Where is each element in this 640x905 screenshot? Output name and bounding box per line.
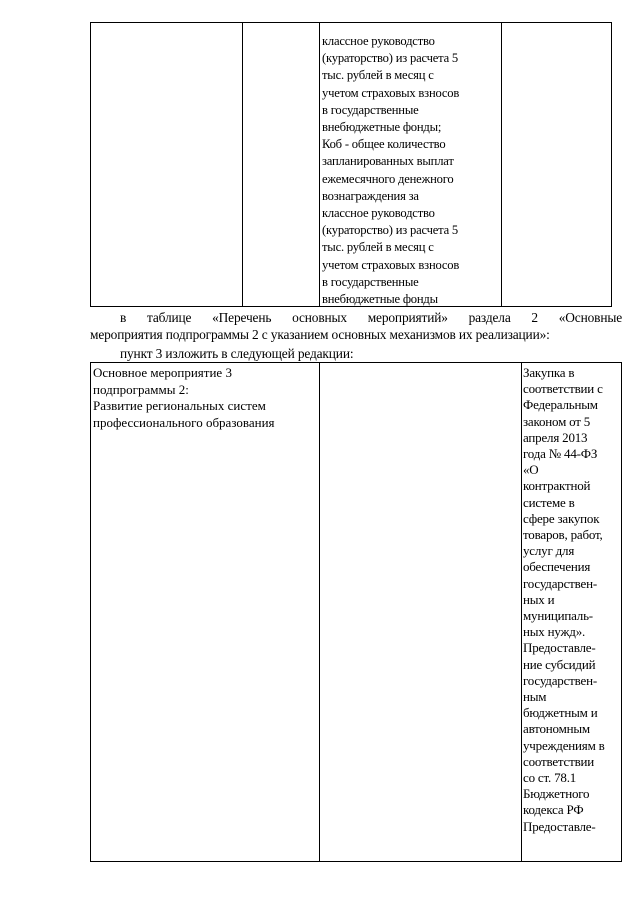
- paragraph-table-reference-line1: в таблице «Перечень основных мероприятий» раздела 2 «Основные: [120, 310, 622, 325]
- top-table-cell-text: классное руководство (кураторство) из расчета 5 тыс. рублей в месяц с учетом страховых взносов в государственные внебюджетные фонды; Коб - общее количество запланированных выплат ежемесячного денежного вознаграждения за классное руководство (кураторство) из расчета 5 тыс. рублей в месяц с учетом страховых взносов в государственные внебюджетные фонды: [322, 34, 460, 307]
- table-column-divider: [319, 23, 320, 306]
- bottom-table-mechanism-cell: Закупка в соответствии с Федеральным законом от 5 апреля 2013 года № 44-ФЗ «О контрактной системе в сфере закупок товаров, работ, услуг для обеспечения государствен- ных и муниципаль- ных нужд». Предоставле- ние субсидий государствен- ным бюджетным и автономным учреждениям в соответствии со ст. 78.1 Бюджетного кодекса РФ Предоставле-: [523, 365, 605, 834]
- table-column-divider: [242, 23, 243, 306]
- paragraph-table-reference-line2: мероприятия подпрограммы 2 с указанием основных механизмов их реализации»:: [90, 327, 550, 342]
- bottom-table: [90, 362, 622, 862]
- top-table: [90, 22, 612, 307]
- bottom-table-activity-cell: Основное мероприятие 3 подпрограммы 2: Развитие региональных систем профессионального образования: [93, 365, 275, 430]
- table-column-divider: [319, 363, 320, 861]
- paragraph-item-3-instruction: пункт 3 изложить в следующей редакции:: [120, 346, 354, 361]
- table-column-divider: [521, 363, 522, 861]
